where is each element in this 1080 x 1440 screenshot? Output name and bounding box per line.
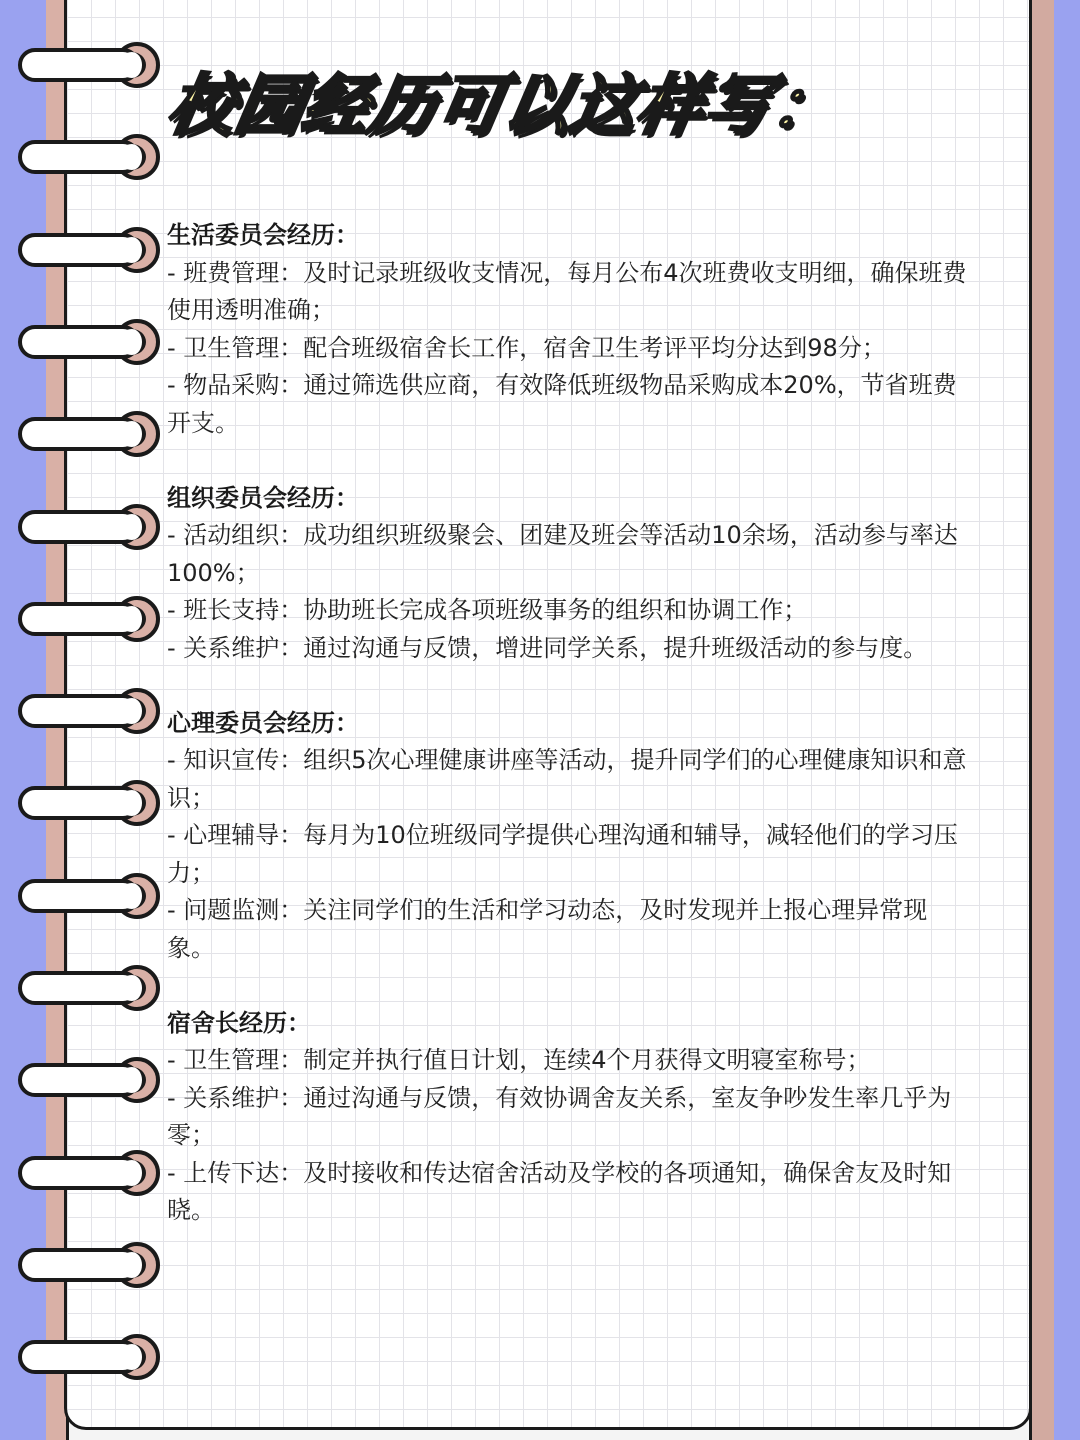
- list-item: - 上传下达：及时接收和传达宿舍活动及学校的各项通知，确保舍友及时知晓。: [167, 1158, 952, 1224]
- spiral-ring: [18, 132, 144, 182]
- list-item: - 关系维护：通过沟通与反馈，增进同学关系，提升班级活动的参与度。: [167, 633, 928, 662]
- list-item: - 知识宣传：组织5次心理健康讲座等活动，提升同学们的心理健康知识和意识；: [167, 746, 967, 812]
- list-item: - 物品采购：通过筛选供应商，有效降低班级物品采购成本20%，节省班费开支。: [167, 371, 957, 437]
- notebook-right-strip: [1029, 0, 1054, 1440]
- spiral-ring: [18, 1148, 144, 1198]
- section-dorm-leader: [167, 1005, 967, 1230]
- section-heading: 宿舍长经历：: [167, 1008, 311, 1037]
- section-heading: 心理委员会经历：: [167, 708, 359, 737]
- experience-content: [167, 217, 967, 1267]
- list-item: - 卫生管理：制定并执行值日计划，连续4个月获得文明寝室称号；: [167, 1046, 871, 1074]
- spiral-ring: [18, 502, 144, 552]
- section-heading: 生活委员会经历：: [167, 221, 359, 249]
- page-title: 校园经历可以这样写：: [162, 67, 846, 144]
- list-item: - 卫生管理：配合班级宿舍长工作，宿舍卫生考评平均分达到98分；: [167, 333, 886, 362]
- spiral-ring: [18, 40, 144, 90]
- spiral-ring: [18, 225, 144, 275]
- section-life-committee: [167, 217, 967, 442]
- spiral-ring: [18, 1332, 144, 1382]
- spiral-ring: [18, 409, 144, 459]
- spiral-ring: [18, 686, 144, 736]
- list-item: - 活动组织：成功组织班级聚会、团建及班会等活动10余场，活动参与率达100%；: [167, 521, 958, 587]
- spiral-ring: [18, 778, 144, 828]
- spiral-ring: [18, 1240, 144, 1290]
- spiral-ring: [18, 594, 144, 644]
- spiral-ring: [18, 963, 144, 1013]
- section-organization-committee: [167, 480, 967, 668]
- list-item: - 问题监测：关注同学们的生活和学习动态，及时发现并上报心理异常现象。: [167, 896, 928, 962]
- spiral-ring: [18, 871, 144, 921]
- list-item: - 心理辅导：每月为10位班级同学提供心理沟通和辅导，减轻他们的学习压力；: [167, 821, 958, 887]
- list-item: - 班费管理：及时记录班级收支情况，每月公布4次班费收支明细，确保班费使用透明准确；: [167, 258, 967, 324]
- spiral-ring: [18, 1055, 144, 1105]
- list-item: - 关系维护：通过沟通与反馈，有效协调舍友关系，室友争吵发生率几乎为零；: [167, 1083, 952, 1149]
- section-psychology-committee: [167, 705, 967, 968]
- list-item: - 班长支持：协助班长完成各项班级事务的组织和协调工作；: [167, 596, 808, 624]
- section-heading: 组织委员会经历：: [167, 483, 359, 512]
- spiral-ring: [18, 317, 144, 367]
